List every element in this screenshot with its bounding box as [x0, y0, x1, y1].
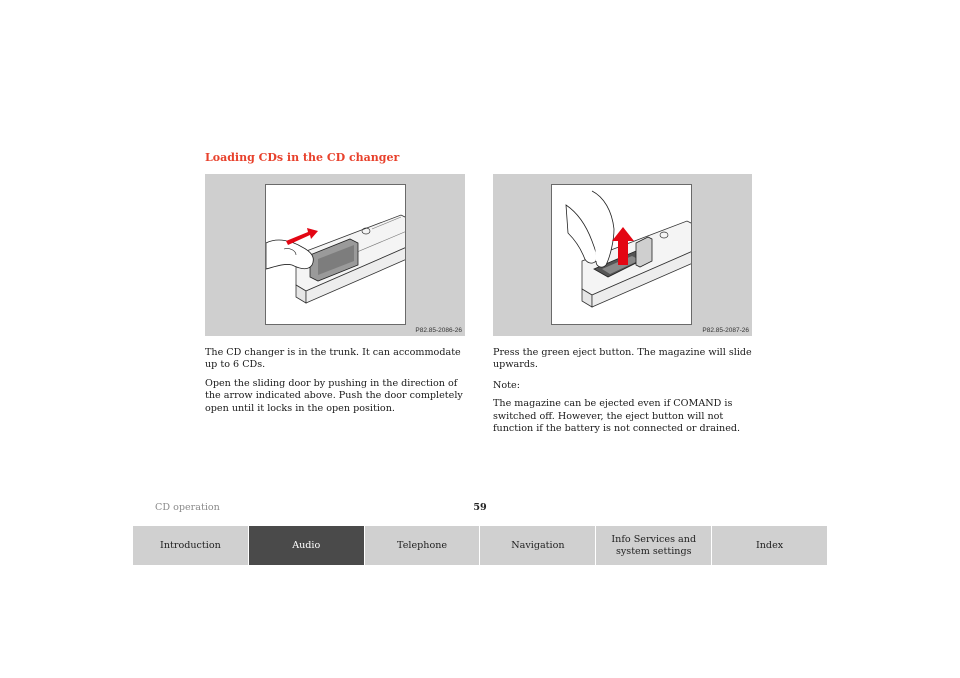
paragraph: Press the green eject button. The magazine will slide upwards.: [493, 347, 752, 371]
tab-introduction[interactable]: [133, 526, 249, 565]
tab-navigation[interactable]: [480, 526, 596, 565]
tab-info-services[interactable]: [596, 526, 712, 565]
illustration-panel: [265, 184, 406, 325]
tab-label: Index: [755, 539, 784, 551]
illustration-panel: [551, 184, 692, 325]
cd-changer-door-illustration: [266, 185, 406, 325]
figure-eject-button: [493, 174, 752, 336]
paragraph: The CD changer is in the trunk. It can accommodate up to 6 CDs.: [205, 347, 461, 371]
tab-label: Navigation: [511, 539, 565, 551]
chapter-tab-bar: [133, 526, 827, 565]
tab-telephone[interactable]: [365, 526, 481, 565]
figure-code: P82.85-2087-26: [702, 327, 749, 334]
footer-section-name: CD operation: [155, 502, 220, 513]
section-title: Loading CDs in the CD changer: [205, 151, 400, 164]
tab-label: Introduction: [160, 539, 221, 551]
tab-index[interactable]: [712, 526, 827, 565]
tab-audio[interactable]: [249, 526, 365, 565]
tab-label: Audio: [292, 539, 321, 551]
figure-sliding-door: [205, 174, 465, 336]
cd-changer-eject-illustration: [552, 185, 692, 325]
right-text-column: [493, 347, 757, 441]
note-text: The magazine can be ejected even if COMAND is switched off. However, the eject button will not function if the battery is not connected or drained.: [493, 398, 741, 435]
note-label: Note:: [493, 379, 520, 391]
paragraph: Open the sliding door by pushing in the direction of the arrow indicated above. Push the door completely open until it locks in the open position.: [205, 377, 463, 414]
tab-label: Info Services and system settings: [611, 533, 697, 557]
page-number: 59: [473, 502, 487, 513]
left-text-column: [205, 347, 469, 421]
figure-code: P82.85-2086-26: [415, 327, 462, 334]
tab-label: Telephone: [397, 539, 448, 551]
